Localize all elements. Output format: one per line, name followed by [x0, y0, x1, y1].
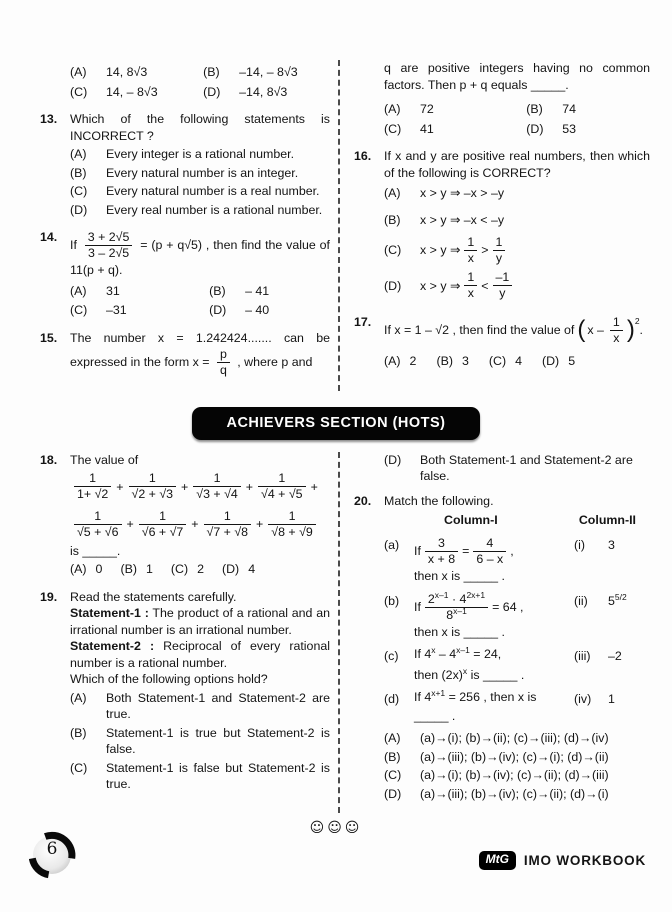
statement-2: Statement-2 : Reciprocal of every rational number is a rational number. — [70, 639, 330, 670]
open-paren: ( — [577, 316, 586, 344]
option-a: (A) 72 — [384, 102, 434, 116]
option-a: (A) x > y ⇒ –x > –y — [384, 186, 505, 200]
question-number: 15. — [40, 330, 58, 345]
top-left-column — [40, 60, 338, 391]
option-c: (C) 14, – 8√3 — [70, 84, 158, 99]
column-divider — [338, 60, 340, 391]
question-13 — [40, 111, 330, 218]
option-d: (D) 5 — [541, 353, 576, 368]
question-number: 18. — [40, 452, 58, 467]
option-b: (B) –14, – 8√3 — [203, 65, 298, 79]
question-number: 14. — [40, 230, 58, 244]
option-d: (D) 53 — [526, 121, 577, 136]
question-tail: is _____. — [70, 543, 121, 558]
option-b: (B) 1 — [120, 562, 153, 577]
question-19-option-d — [354, 452, 650, 485]
option-d: (D) –14, 8√3 — [203, 84, 288, 99]
question-15 — [40, 330, 330, 380]
option-b: (B) Statement-1 is true but Statement-2 is false. — [70, 725, 330, 757]
option-b: (B) 3 — [436, 353, 469, 368]
option-a: (A) 2 — [384, 353, 417, 368]
option-c: (C) x > y ⇒ 1 x > 1 y — [384, 234, 650, 267]
option-d: (D) 4 — [221, 562, 256, 577]
smiley-faces: ☺☺☺ — [309, 820, 363, 837]
question-number: 16. — [354, 149, 372, 163]
top-section — [0, 60, 672, 391]
mtg-logo: MtG — [479, 851, 516, 870]
option-a: (A) Both Statement-1 and Statement-2 are true. — [70, 690, 330, 722]
option-d: (D) x > y ⇒ 1 x < –1 y — [384, 269, 650, 302]
option-a: (A) (a)→(i); (b)→(ii); (c)→(iii); (d)→(iv) — [384, 731, 609, 746]
option-a: (A) Every integer is a rational number. — [70, 147, 295, 161]
match-row-b: (b) If $\frac{2^{x-1} \cdot 4^{2x+1}}{8^{x-1}}$ = 64 , then x is _____ . (ii) $5^{5/2}$ — [384, 589, 627, 639]
option-c: (C) (a)→(i); (b)→(iv); (c)→(ii); (d)→(iii) — [384, 768, 609, 783]
question-stem: If x and y are positive real numbers, then which of the following is CORRECT? — [384, 149, 650, 180]
option-b: (B) – 41 — [209, 283, 270, 298]
option-a: (A) 31 — [70, 283, 120, 298]
top-right-column — [354, 60, 652, 391]
fraction: 1 x — [464, 235, 477, 266]
match-columns-header — [384, 512, 650, 529]
option-c: (C) –31 — [70, 303, 127, 318]
option-c: (C) Every natural number is a real number. — [70, 184, 320, 198]
question-stem: The number x = 1.242424....... can be expressed in the form x = $\frac{p}{q}$ , where p and — [70, 330, 330, 378]
section-banner-row — [0, 407, 672, 440]
option-d: (D) Both Statement-1 and Statement-2 are false. — [384, 452, 633, 484]
bottom-right-column — [354, 452, 652, 814]
question-stem: The value of — [70, 452, 139, 467]
achievers-section-banner: ACHIEVERS SECTION (HOTS) — [192, 407, 479, 440]
fraction: 1 y — [493, 235, 506, 266]
option-c: (C) Statement-1 is false but Statement-2 is true. — [70, 760, 330, 792]
fraction: $\frac{p}{q}$ — [217, 347, 230, 378]
fraction: 1 x — [464, 270, 477, 301]
option-d: (D) Every real number is a rational number. — [70, 202, 323, 217]
option-b: (B) x > y ⇒ –x < –y — [384, 212, 505, 227]
page-number-badge — [29, 831, 81, 883]
question-number: 20. — [354, 493, 372, 508]
fraction: 1 x — [610, 315, 623, 346]
fraction: –1 y — [493, 270, 513, 301]
question-18 — [40, 452, 330, 578]
question-stem: Which of the following statements is INCORRECT ? — [70, 112, 330, 143]
question-stem: If x = 1 – √2 , then find the value of ( x – 1 x ) $^2$ . — [384, 314, 643, 345]
option-b: (B) (a)→(iii); (b)→(iv); (c)→(i); (d)→(ii) — [384, 749, 609, 764]
bottom-left-column — [40, 452, 338, 814]
option-c: (C) 41 — [384, 121, 434, 136]
option-d: (D) (a)→(iii); (b)→(iv); (c)→(ii); (d)→(i) — [384, 786, 609, 801]
bottom-section — [0, 452, 672, 814]
workbook-title: IMO WORKBOOK — [523, 852, 646, 868]
sum-expression: 1 1+ √2 + $\frac{1}{√2 + √3}$ + $\frac{1}{√3 + √4}$ + $\frac{1}{√4 + √5}$ + $\frac{1}{√5 + √6}$ + $\frac{1}{√6 + √7}$ + $\frac{1}{√7 + √8}$ + $\frac{1}{√8 + √9}$ — [70, 470, 330, 541]
match-row-d: (d) If $4^{x+1} = 256$ , then x is _____ . (iv) 1 — [384, 688, 615, 723]
page-number: 6 — [46, 839, 58, 859]
carryover-options — [40, 60, 330, 100]
close-paren: ) — [626, 316, 635, 344]
option-c: (C) 2 — [170, 562, 204, 577]
match-row-a: (a) If $\frac{3}{x + 8}$ = $\frac{4}{6 - x}$ , then x is _____ . (i) 3 — [384, 535, 615, 584]
fraction: $\frac{3 + 2√5}{3 - 2√5}$ — [85, 230, 133, 261]
question-ask: Which of the following options hold? — [70, 672, 268, 687]
question-17 — [354, 314, 650, 370]
question-14 — [40, 229, 330, 319]
question-15-continuation: q are positive integers having no common factors. Then p + q equals _____. (A) 72 (B) 74 (C) 41 (D) 53 — [384, 61, 650, 136]
question-16 — [354, 148, 650, 303]
question-20 — [354, 493, 650, 803]
question-number: 13. — [40, 112, 58, 126]
option-b: (B) 74 — [526, 102, 577, 116]
column-1-header: Column-I — [444, 513, 498, 528]
column-2-header: Column-II — [578, 513, 636, 528]
column-divider — [338, 452, 340, 814]
publisher-brand — [479, 851, 646, 870]
statement-1: Statement-1 : The product of a rational and an irrational number is an irrational number. — [70, 606, 330, 637]
match-row-c: (c) If $4^x - 4^{x-1} = 24$, then $(2x)^x$ is _____ . (iii) –2 — [384, 645, 622, 682]
question-number: 19. — [40, 589, 58, 604]
question-19 — [40, 589, 330, 793]
option-c: (C) 4 — [488, 353, 522, 368]
question-stem: If $\frac{3 + 2√5}{3 - 2√5}$ = (p + q√5) , then find the value of 11(p + q). — [70, 230, 330, 278]
option-a: (A) 14, 8√3 — [70, 65, 148, 79]
option-d: (D) – 40 — [209, 303, 270, 318]
option-b: (B) Every natural number is an integer. — [70, 165, 299, 180]
option-a: (A) 0 — [70, 562, 103, 577]
question-stem: Match the following. — [384, 493, 494, 508]
question-number: 17. — [354, 314, 372, 329]
question-stem: Read the statements carefully. — [70, 589, 237, 604]
